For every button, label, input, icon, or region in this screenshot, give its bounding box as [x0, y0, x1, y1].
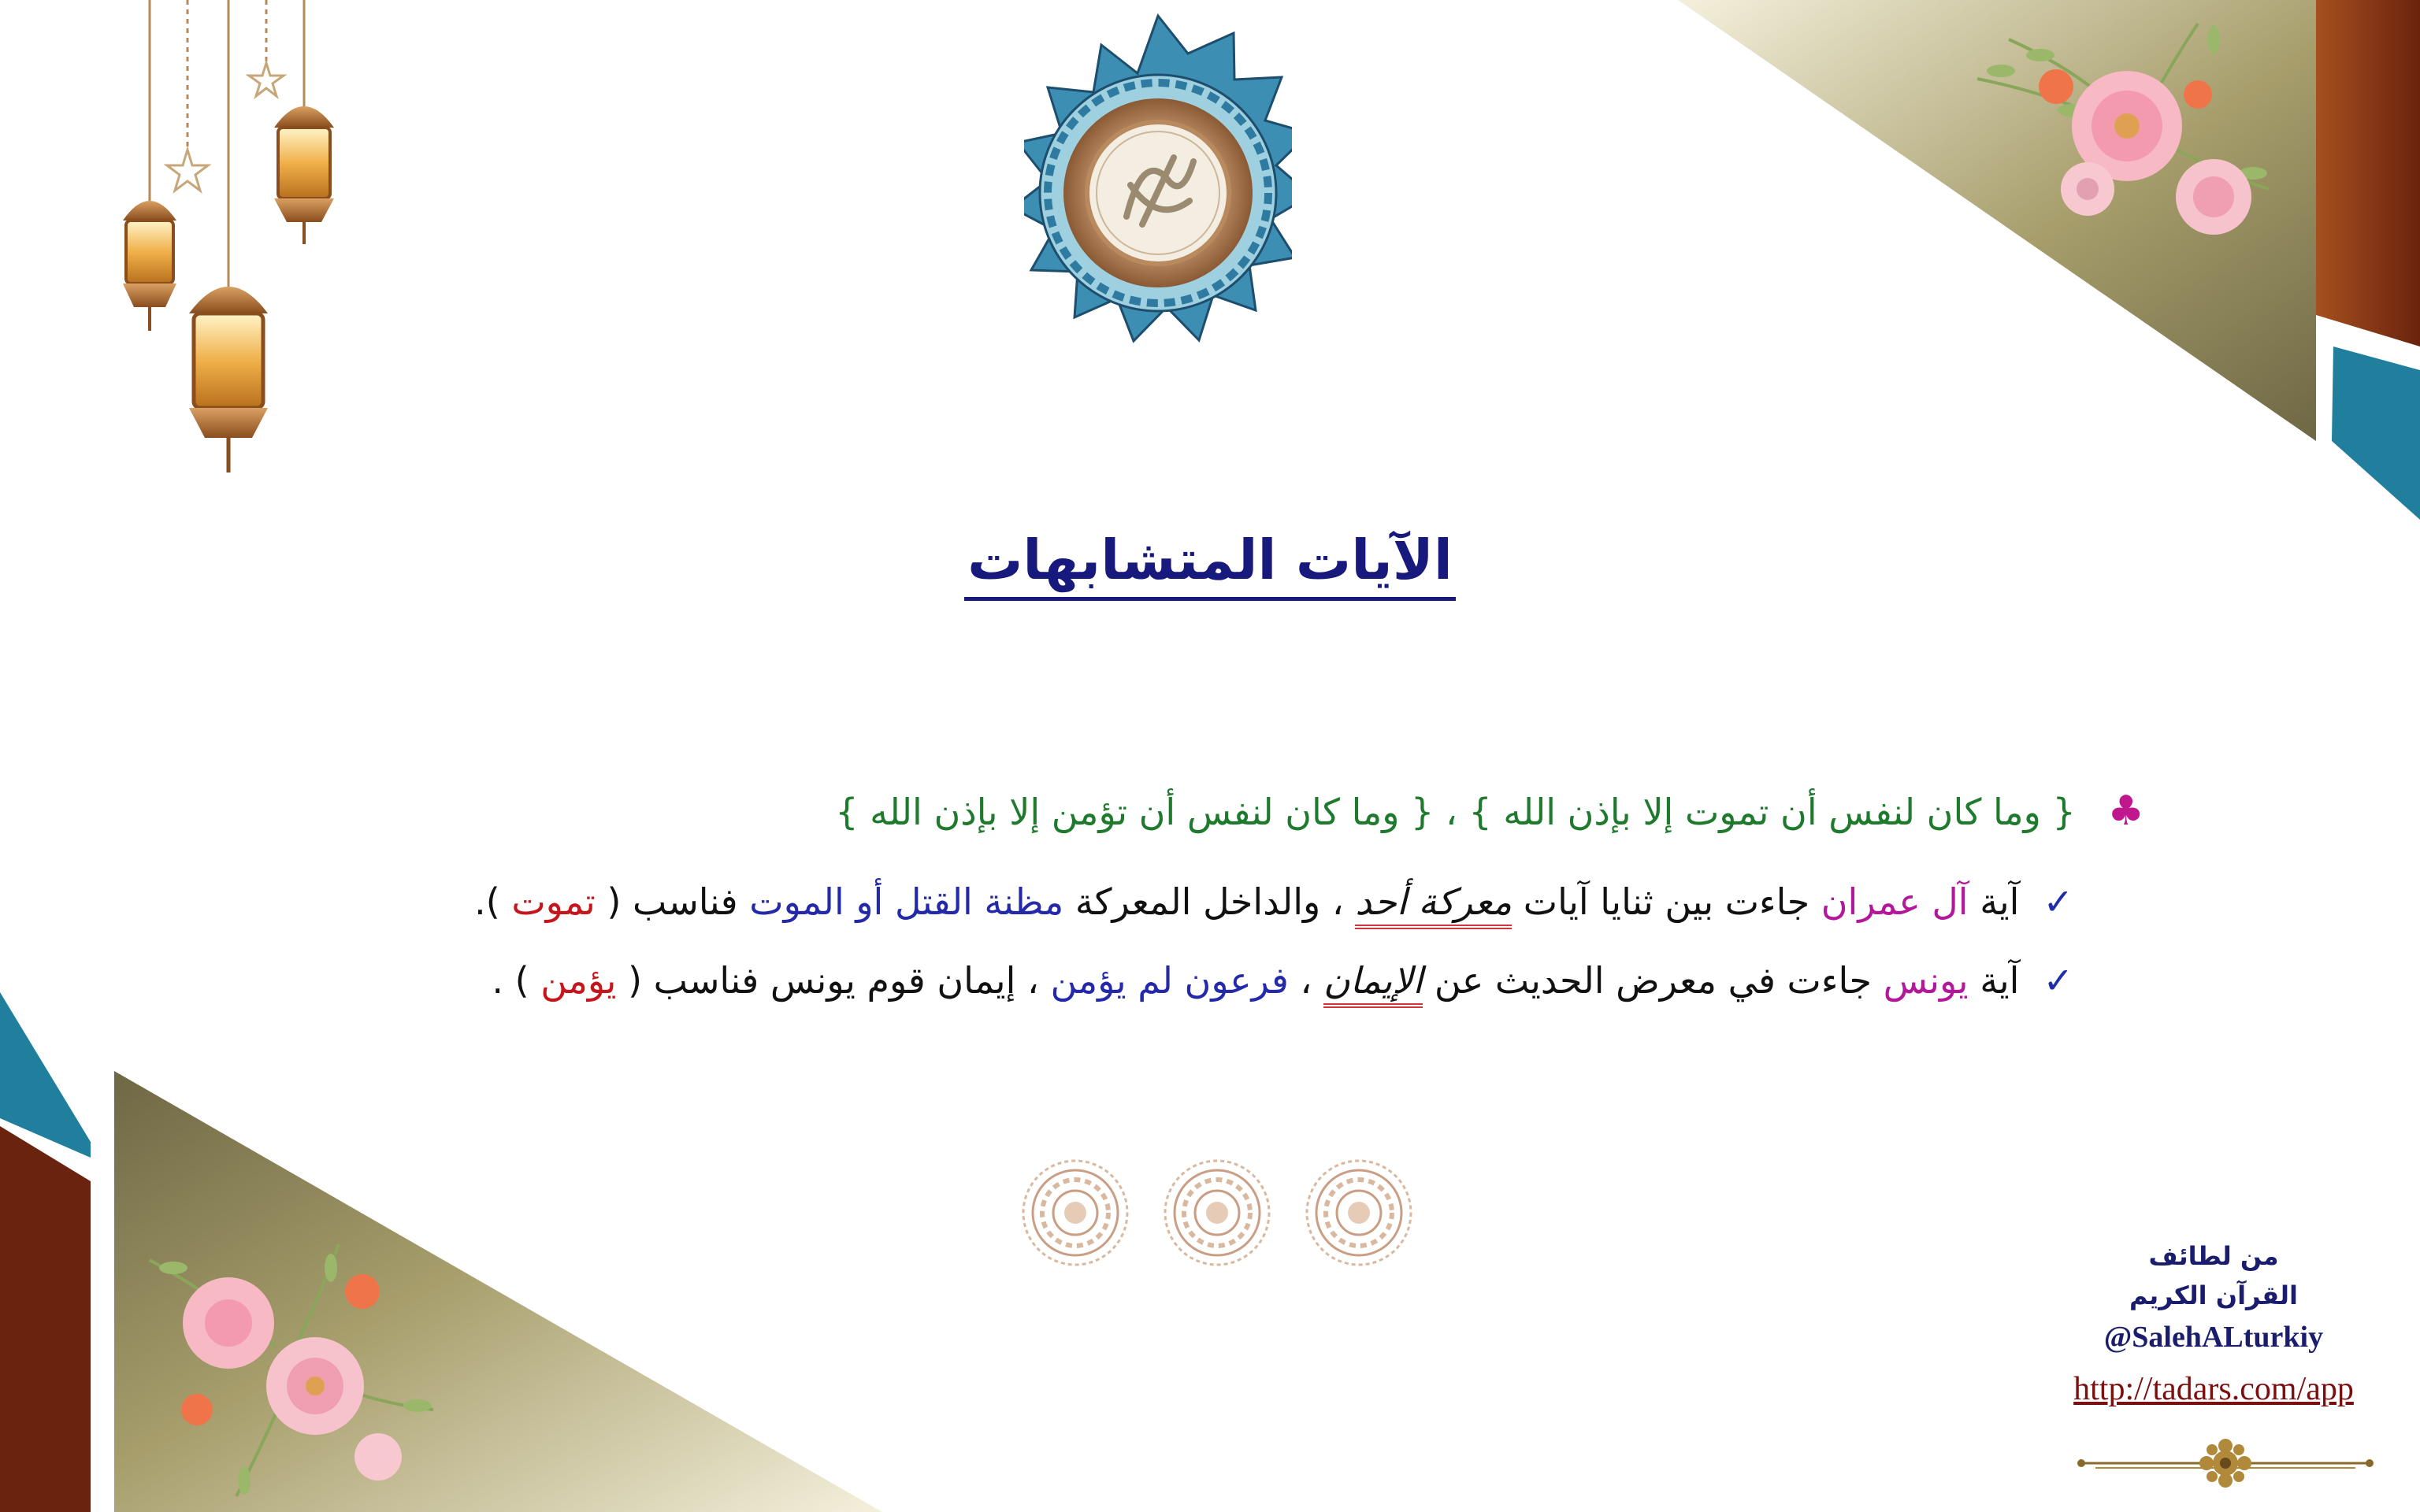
hanging-lanterns-icon [102, 0, 354, 488]
credit-block [2048, 1236, 2379, 1408]
mandala-ornament-icon [1165, 1161, 1269, 1265]
highlighted-phrase: فرعون لم يؤمن [1050, 959, 1289, 1002]
bullet-segment: ، والداخل المعركة [1063, 880, 1356, 923]
bullet-segment: ). [474, 880, 512, 923]
mandala-ornament-icon [1307, 1161, 1411, 1265]
emphasized-term: الإيمان [1323, 959, 1423, 1008]
bullet-segment: ) . [492, 959, 541, 1002]
bullet-segment: آية [1968, 880, 2020, 923]
flower-bouquet-icon [1962, 8, 2292, 260]
explanation-bullet [492, 959, 2073, 1002]
bullet-segment: ، إيمان قوم يونس فناسب ( [616, 959, 1051, 1002]
key-word: يؤمن [540, 959, 617, 1002]
website-link[interactable]: http://tadars.com/app [2073, 1371, 2354, 1407]
credit-line-1: من لطائف [2148, 1241, 2279, 1271]
credit-line-2: القرآن الكريم [2129, 1280, 2298, 1310]
surah-name: آل عمران [1821, 880, 1969, 923]
page-title [0, 528, 2420, 592]
ornamental-divider-icon [2072, 1432, 2379, 1495]
quran-medallion-icon [1024, 8, 1292, 378]
verse-text: { وما كان لنفس أن تموت إلا بإذن الله } ، { وما كان لنفس أن تؤمن إلا بإذن الله } [835, 791, 2076, 833]
key-word: تموت [511, 880, 596, 923]
verse-line [835, 788, 2144, 835]
mandala-ornament-icon [1023, 1161, 1127, 1265]
club-icon: ♣ [2107, 788, 2144, 835]
surah-name: يونس [1883, 959, 1969, 1002]
bullet-segment: ، [1288, 959, 1323, 1002]
bullet-segment: فناسب ( [595, 880, 750, 923]
bullet-segment: جاءت في معرض الحديث عن [1423, 959, 1884, 1002]
twitter-handle: @SalehALturkiy [2103, 1321, 2324, 1354]
checkmark-icon: ✓ [2043, 959, 2073, 1002]
bullet-segment: آية [1968, 959, 2020, 1002]
highlighted-phrase: مظنة القتل أو الموت [749, 880, 1064, 923]
flower-bouquet-icon [142, 1228, 473, 1512]
mandala-ornament-row [1016, 1154, 1418, 1272]
bullet-segment: جاءت بين ثنايا آيات [1512, 880, 1821, 923]
page-title-text: الآيات المتشابهات [964, 528, 1456, 601]
checkmark-icon: ✓ [2043, 880, 2073, 923]
explanation-bullet [474, 880, 2073, 923]
emphasized-term: معركة أحد [1355, 880, 1512, 929]
